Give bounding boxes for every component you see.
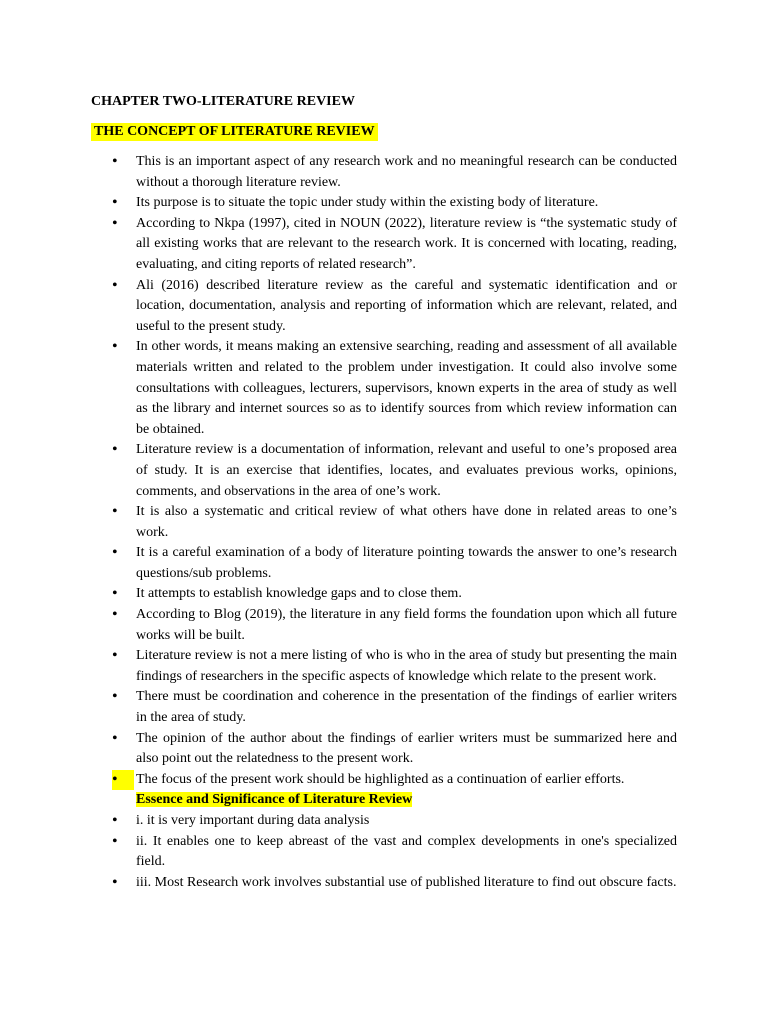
bullet-icon: • [112,688,118,706]
bullet-icon: • [112,544,118,562]
list-item: • It attempts to establish knowledge gaps and to close them. [0,584,768,605]
chapter-title: CHAPTER TWO-LITERATURE REVIEW [91,94,355,109]
list-item: • There must be coordination and coherence in the presentation of the findings of earlier writers in the area of study. [112,688,677,726]
bullet-icon: • [112,153,118,170]
bullet-icon: • [112,194,118,212]
list-item: • Its purpose is to situate the topic under study within the existing body of literature. [0,193,768,214]
list-item: • iii. Most Research work involves substantial use of published literature to find out obscure facts. [0,873,768,894]
bullet-icon: • [112,647,118,665]
list-item-highlighted: • The focus of the present work should be highlighted as a continuation of earlier efforts. Essence and Significance of Literature Review [112,770,625,808]
essence-subheading: Essence and Significance of Literature Review [136,792,413,808]
list-item: • Literature review is not a mere listing of who is who in the area of study but presenting the main findings of researchers in the specific aspects of knowledge which relate to the present work. [112,647,677,684]
list-item: • The opinion of the author about the findings of earlier writers must be summarized here and also point out the relatedness to the present work. [112,729,677,767]
bullet-icon: • [112,585,118,603]
bullet-icon: • [112,338,118,356]
list-item: • It is also a systematic and critical review of what others have done in related areas to one’s work. [112,503,677,540]
bullet-icon: • [112,832,118,850]
bullet-icon: • [112,503,118,521]
bullet-icon: • [112,276,118,294]
highlighted-bullet-icon: • [112,770,134,791]
bullet-icon: • [112,873,118,891]
list-item: • It is a careful examination of a body of literature pointing towards the answer to one’s research questions/sub problems. [112,544,677,581]
bullet-list [0,152,768,893]
list-item: • According to Nkpa (1997), cited in NOUN (2022), literature review is “the systematic study of all existing works that are relevant to the research work. It is concerned with locating, reading, evaluating, and citing reports of related research”. [112,214,677,272]
section-heading: THE CONCEPT OF LITERATURE REVIEW [91,123,378,141]
bullet-icon: • [112,441,118,459]
list-item: • ii. It enables one to keep abreast of the vast and complex developments in one's specialized field. [112,832,677,870]
list-item: • This is an important aspect of any research work and no meaningful research can be conducted without a thorough literature review. [112,153,677,190]
bullet-icon: • [112,606,118,624]
list-item: • Literature review is a documentation of information, relevant and useful to one’s proposed area of study. It is an exercise that identifies, locates, and evaluates previous works, opinions, comments, and observations in the area of one’s work. [112,441,677,499]
bullet-icon: • [112,729,118,747]
bullet-icon: • [112,812,118,829]
list-item: • Ali (2016) described literature review as the careful and systematic identification and or location, documentation, analysis and reporting of information which are relevant, related, and useful to the present study. [112,276,677,334]
bullet-icon: • [112,214,118,232]
list-item: • According to Blog (2019), the literature in any field forms the foundation upon which all future works will be built. [112,606,677,643]
list-item: • i. it is very important during data analysis [0,811,768,832]
list-item: • In other words, it means making an extensive searching, reading and assessment of all available materials written and related to the problem under investigation. It could also involve some consultations with colleagues, lecturers, supervisors, known experts in the area of study as well as the library and internet sources so as to identify sources from which review information can be obtained. [112,338,677,437]
